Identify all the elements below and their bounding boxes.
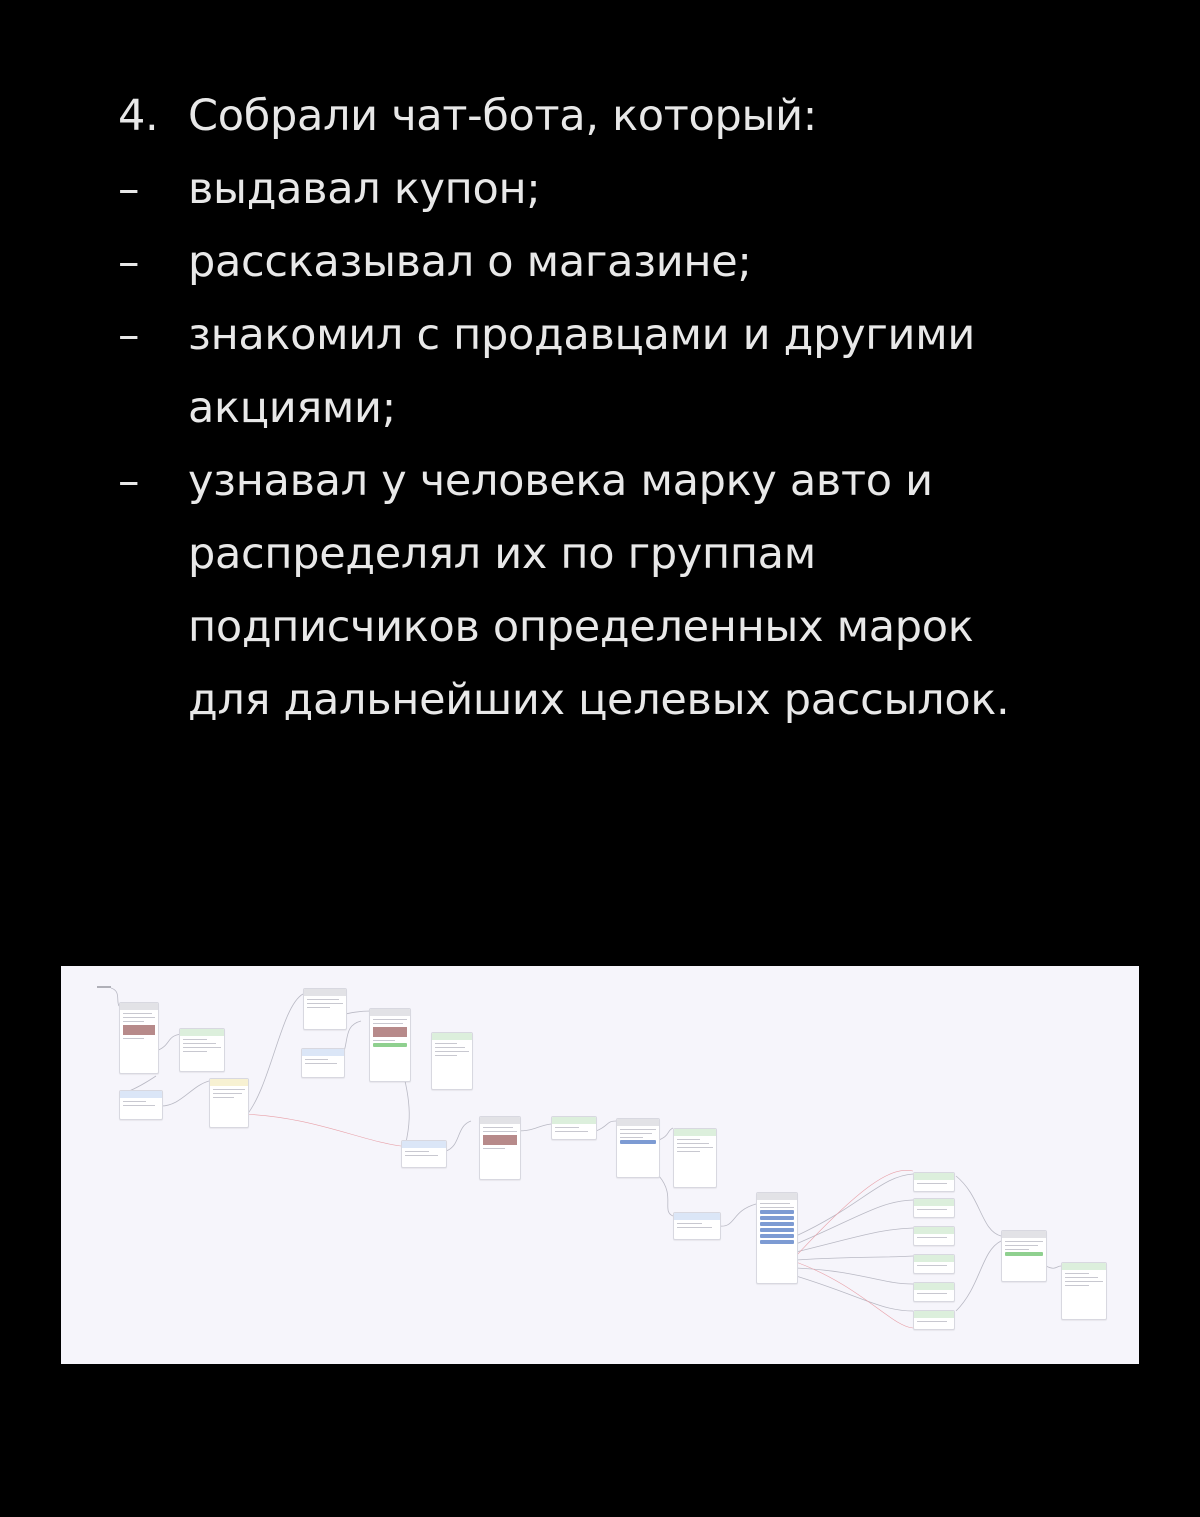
list-item-text: рассказывал о магазине; [188,237,752,287]
flow-node-message[interactable] [616,1118,660,1178]
flow-node-action[interactable] [913,1310,955,1330]
flow-node-keyboard[interactable] [756,1192,798,1284]
list-marker: – [118,310,140,360]
flow-node-condition[interactable] [401,1140,447,1168]
list-item [118,226,1158,299]
flow-node-message[interactable] [369,1008,411,1082]
list-item-text: распределял их по группам [188,529,816,579]
list-marker: – [118,237,140,287]
list-item [118,445,1158,737]
flow-node-action[interactable] [1061,1262,1107,1320]
list-item-text: для дальнейших целевых рассылок. [188,675,1010,725]
flow-connectors [61,966,1139,1364]
list-item-text: акциями; [188,383,396,433]
flow-node-message[interactable] [119,1002,159,1074]
list-marker: – [118,164,140,214]
list-marker: – [118,456,140,506]
list-item-text: подписчиков определенных марок [188,602,974,652]
flow-node-message[interactable] [479,1116,521,1180]
list-item [118,153,1158,226]
list-item-text: выдавал купон; [188,164,541,214]
flow-node-action[interactable] [673,1128,717,1188]
flow-node-action[interactable] [551,1116,597,1140]
list-item-text: Собрали чат-бота, который: [188,91,817,141]
bullet-list [118,80,1158,737]
list-marker: 4. [118,91,159,141]
flow-node-condition[interactable] [119,1090,163,1120]
flow-node-action[interactable] [913,1198,955,1218]
chatbot-flow-canvas [61,966,1139,1364]
flow-start-marker [97,986,111,988]
flow-node-message[interactable] [303,988,347,1030]
list-item-text: узнавал у человека марку авто и [188,456,933,506]
list-item [118,80,1158,153]
list-item [118,299,1158,445]
flow-node-action[interactable] [431,1032,473,1090]
flow-node-action[interactable] [913,1282,955,1302]
flow-node-condition[interactable] [673,1212,721,1240]
flow-node-message[interactable] [1001,1230,1047,1282]
flow-node-action[interactable] [913,1172,955,1192]
flow-node-note[interactable] [209,1078,249,1128]
flow-node-action[interactable] [913,1254,955,1274]
flow-node-condition[interactable] [301,1048,345,1078]
flow-node-action[interactable] [913,1226,955,1246]
list-item-text: знакомил с продавцами и другими [188,310,975,360]
flow-node-action[interactable] [179,1028,225,1072]
